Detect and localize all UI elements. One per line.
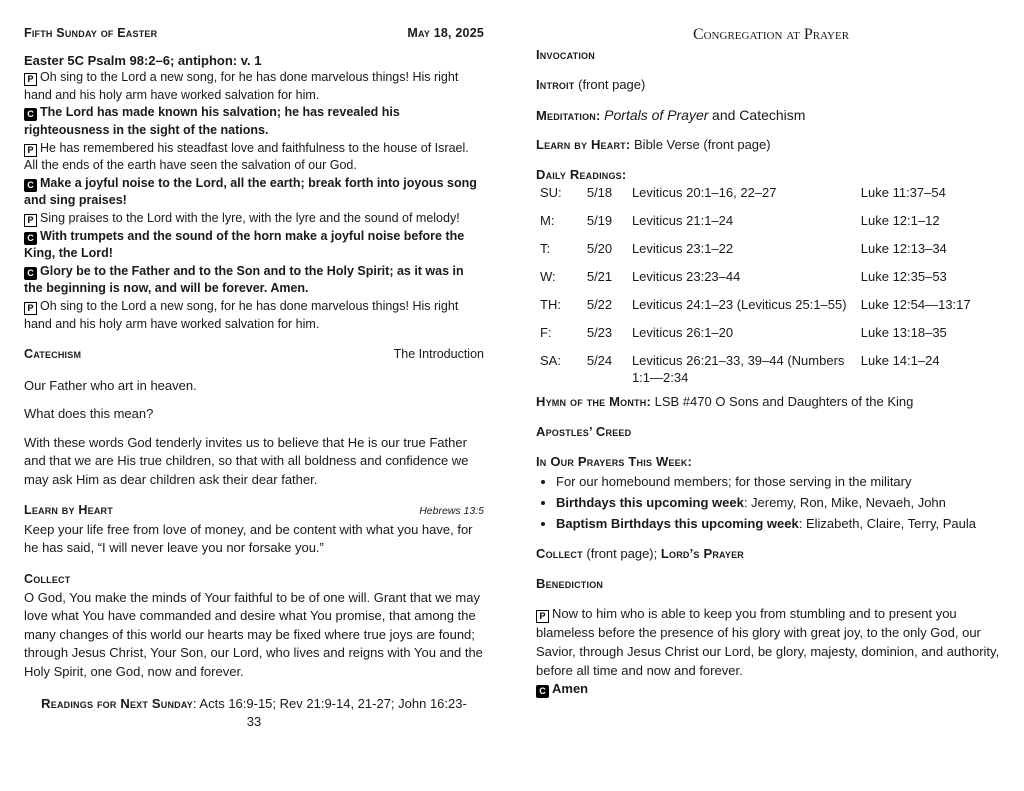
reading-nt: Luke 11:37–54 — [860, 185, 946, 200]
learn-header — [24, 502, 484, 521]
catechism-title: Catechism — [24, 347, 82, 362]
right-page — [536, 0, 1006, 698]
prayer-2-label: Birthdays this upcoming week — [556, 495, 744, 510]
prayer-2-text: : Jeremy, Ron, Mike, Nevaeh, John — [743, 495, 946, 510]
table-row — [540, 296, 1006, 324]
reading-date: 5/18 — [586, 185, 613, 200]
list-item — [556, 473, 1006, 494]
reading-nt: Luke 12:1–12 — [860, 213, 940, 228]
prayer-1: For our homebound members; for those serving in the military — [556, 474, 912, 489]
learn-line — [536, 136, 1006, 154]
reading-ot: Leviticus 26:21–33, 39–44 (Numbers 1:1—2:34 — [631, 353, 845, 385]
reading-nt: Luke 12:13–34 — [860, 241, 947, 256]
pastor-badge-icon: P — [24, 144, 37, 157]
pastor-badge-icon: P — [24, 302, 37, 315]
daily-readings-table — [540, 184, 1006, 397]
left-header — [24, 25, 484, 43]
collect-title: Collect — [24, 571, 71, 586]
collect-label: Collect — [536, 546, 583, 561]
table-row — [540, 324, 1006, 352]
meditation-italic: Portals of Prayer — [604, 107, 709, 123]
psalm-title: Easter 5C Psalm 98:2–6; antiphon: v. 1 — [24, 52, 262, 68]
reading-ot: Leviticus 21:1–24 — [631, 213, 734, 228]
prayer-3-label: Baptism Birthdays this upcoming week — [556, 516, 799, 531]
congregation-badge-icon: C — [536, 685, 549, 698]
catechism-subtitle: The Introduction — [393, 347, 484, 362]
daily-readings-title: Daily Readings: — [536, 167, 627, 182]
pastor-badge-icon: P — [536, 610, 549, 623]
reading-day: TH: — [540, 297, 561, 312]
apostles-creed: Apostles’ Creed — [536, 424, 632, 439]
collect-text: O God, You make the minds of Your faithful to be of one will. Grant that we may love what You have commanded and desire what You promise, that among the many changes of this world our hearts may be fixed where true joys are found; through Jesus Christ, Your Son, our Lord, who lives and reigns with You and the Holy Spirit, one God, now and forever. — [24, 589, 483, 679]
table-row — [540, 268, 1006, 296]
reading-day: T: — [540, 241, 551, 256]
catechism-text-2: What does this mean? — [24, 406, 154, 422]
introit-line — [536, 76, 1006, 94]
prayers-list — [536, 473, 1006, 536]
benediction-text: Now to him who is able to keep you from stumbling and to present you blameless before the presence of his glory with great joy, to the only God, our Savior, through Jesus Christ our Lord, be glory, majesty, dominion, and authority, before all time and now and forever. — [536, 606, 1000, 678]
hymn-label: Hymn of the Month: — [536, 394, 651, 409]
meditation-line — [536, 106, 1006, 125]
reading-day: M: — [540, 213, 555, 228]
invocation: Invocation — [536, 47, 595, 62]
reading-nt: Luke 14:1–24 — [860, 353, 940, 368]
reading-date: 5/20 — [586, 241, 613, 256]
psalm-line — [24, 263, 484, 298]
benediction-title: Benediction — [536, 576, 604, 591]
learn-rest: Bible Verse (front page) — [634, 137, 771, 152]
reading-ot: Leviticus 26:1–20 — [631, 325, 734, 340]
reading-ot: Leviticus 23:23–44 — [631, 269, 741, 284]
reading-date: 5/21 — [586, 269, 613, 284]
next-sunday-text: : Acts 16:9-15; Rev 21:9-14, 21-27; John 16:23-33 — [192, 696, 467, 730]
benediction-text-block — [536, 604, 1006, 680]
amen-line — [536, 680, 1006, 698]
psalm-line — [24, 210, 484, 228]
amen: Amen — [552, 681, 589, 696]
catechism-text-3: With these words God tenderly invites us to believe that He is our true Father and that we are His true children, so that with all boldness and confidence we may ask Him as dear children ask their dear father. — [24, 434, 469, 487]
psalm-line-text: Oh sing to the Lord a new song, for he has done marvelous things! His right hand and his holy arm have worked salvation for him. — [24, 70, 459, 102]
service-title: Fifth Sunday of Easter — [24, 26, 158, 40]
psalm-line-text: Make a joyful noise to the Lord, all the earth; break forth into joyous song and sing praises! — [24, 175, 477, 208]
reading-nt: Luke 13:18–35 — [860, 325, 947, 340]
reading-day: W: — [540, 269, 556, 284]
introit-note: (front page) — [578, 77, 646, 92]
reading-day: F: — [540, 325, 552, 340]
next-sunday-label: Readings for Next Sunday — [41, 696, 193, 712]
service-date: May 18, 2025 — [407, 26, 484, 40]
psalm-line — [24, 140, 484, 175]
psalm-line-text: He has remembered his steadfast love and faithfulness to the house of Israel. All the ends of the earth have seen the salvation of our God. — [24, 140, 469, 173]
introit-label: Introit — [536, 77, 575, 92]
reading-date: 5/23 — [586, 325, 613, 340]
psalm-line — [24, 175, 484, 210]
table-row — [540, 240, 1006, 268]
list-item — [556, 494, 1006, 515]
pastor-badge-icon: P — [24, 214, 37, 227]
psalm-line-text: Oh sing to the Lord a new song, for he has done marvelous things! His right hand and his holy arm have worked salvation for him. — [24, 298, 459, 331]
next-sunday-readings — [24, 695, 484, 731]
psalm-lines — [24, 69, 484, 333]
left-page — [24, 0, 484, 731]
reading-nt: Luke 12:54—13:17 — [860, 297, 971, 312]
lords-prayer: Lord’s Prayer — [660, 546, 744, 561]
table-row — [540, 184, 1006, 212]
reading-ot: Leviticus 20:1–16, 22–27 — [631, 185, 777, 200]
table-row — [540, 352, 1006, 397]
reading-date: 5/22 — [586, 297, 613, 312]
reading-ot: Leviticus 23:1–22 — [631, 241, 734, 256]
hymn-line — [536, 393, 1006, 411]
reading-date: 5/19 — [586, 213, 613, 228]
reading-day: SU: — [540, 185, 562, 200]
psalm-line-text: The Lord has made known his salvation; he has revealed his righteousness in the sight of the nations. — [24, 105, 400, 137]
psalm-line-text: Glory be to the Father and to the Son and to the Holy Spirit; as it was in the beginning is now, and will be forever. Amen. — [24, 263, 464, 296]
psalm-line — [24, 228, 484, 263]
hymn-text: LSB #470 O Sons and Daughters of the King — [654, 394, 914, 409]
congregation-badge-icon: C — [24, 179, 37, 192]
reading-day: SA: — [540, 353, 561, 368]
learn-text: Keep your life free from love of money, and be content with what you have, for he has said, “I will never leave you nor forsake you.” — [24, 521, 473, 556]
catechism-header — [24, 346, 484, 364]
reading-date: 5/24 — [586, 353, 613, 368]
psalm-line-text: With trumpets and the sound of the horn make a joyful noise before the King, the Lord! — [24, 228, 465, 261]
learn-label: Learn by Heart: — [536, 137, 631, 152]
congregation-badge-icon: C — [24, 267, 37, 280]
catechism-text-1: Our Father who art in heaven. — [24, 377, 197, 393]
congregation-badge-icon: C — [24, 108, 37, 121]
learn-reference: Hebrews 13:5 — [419, 505, 484, 518]
congregation-title: Congregation at Prayer — [692, 26, 850, 43]
psalm-line-text: Sing praises to the Lord with the lyre, with the lyre and the sound of melody! — [40, 210, 460, 225]
table-row — [540, 212, 1006, 240]
list-item — [556, 515, 1006, 536]
pastor-badge-icon: P — [24, 73, 37, 86]
psalm-line — [24, 298, 484, 333]
collect-line — [536, 545, 1006, 563]
psalm-line — [24, 69, 484, 104]
psalm-line — [24, 104, 484, 139]
reading-nt: Luke 12:35–53 — [860, 269, 947, 284]
prayers-title: In Our Prayers This Week: — [536, 454, 693, 469]
congregation-badge-icon: C — [24, 232, 37, 245]
meditation-rest: and Catechism — [712, 107, 806, 123]
meditation-label: Meditation: — [536, 108, 601, 123]
collect-note: (front page); — [586, 546, 658, 561]
reading-ot: Leviticus 24:1–23 (Leviticus 25:1–55) — [631, 297, 847, 312]
learn-title: Learn by Heart — [24, 503, 113, 518]
prayer-3-text: : Elizabeth, Claire, Terry, Paula — [798, 516, 976, 531]
